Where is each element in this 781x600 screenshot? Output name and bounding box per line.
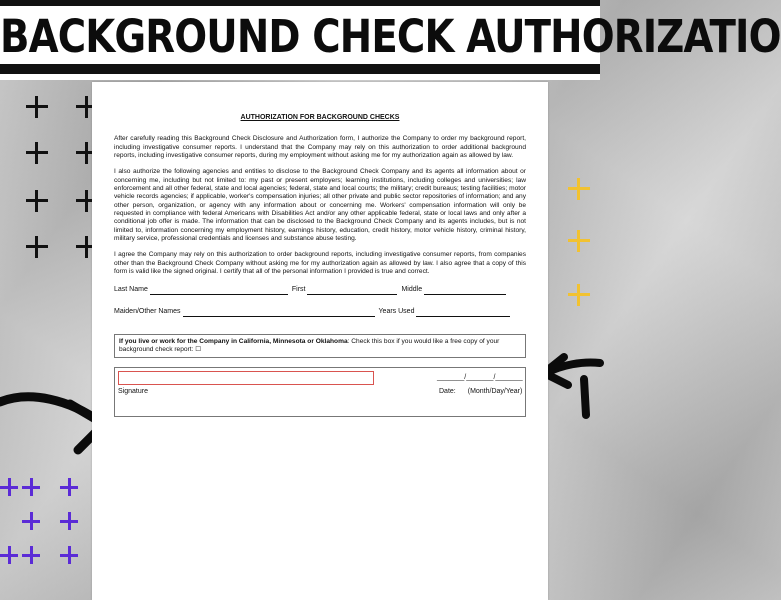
banner-bottom-rule — [0, 64, 600, 74]
plus-icon — [568, 284, 590, 306]
banner-top-rule — [0, 0, 600, 6]
plus-icon — [26, 236, 48, 258]
name-row — [114, 285, 526, 295]
page-title: BACKGROUND CHECK AUTHORIZATIO — [0, 10, 781, 63]
signature-section — [114, 367, 526, 417]
middle-name-field[interactable] — [424, 286, 506, 295]
plus-icon — [22, 512, 40, 530]
form-body — [114, 114, 526, 417]
plus-icon — [0, 478, 18, 496]
plus-icon — [60, 512, 78, 530]
first-name-field[interactable] — [307, 286, 397, 295]
date-label-text: Date: — [439, 388, 456, 396]
date-field[interactable]: _______/_______/_______ — [437, 374, 523, 382]
notice-text: : Check this box if you would like a free copy of your background check report: ☐ — [119, 337, 500, 353]
free-copy-notice[interactable] — [114, 334, 526, 359]
last-name-label: Last Name — [114, 286, 148, 294]
middle-name-label: Middle — [401, 286, 423, 294]
plus-icon — [568, 230, 590, 252]
curved-arrow-icon — [540, 355, 600, 425]
notice-bold-text: If you live or work for the Company in California, Minnesota or Oklahoma — [119, 337, 348, 345]
maiden-names-field[interactable] — [183, 308, 375, 317]
paragraph: I also authorize the following agencies and entities to disclose to the Background Check Company and its agents all information about or concerning me, including but not limited to: my past or present employers; learning institutions, including colleges and universities; law enforcement and all other federal, state and local agencies; federal, state and local courts; the military; credit bureaus; testing facilities; motor vehicle records agencies; if applicable, worker's compensation injuries; all other private and public sector repositories of information; and any other person, organization, or agency with any information about or concerning me. Workers' compensation information will only be requested in compliance with federal Americans with Disabilities Act and/or any other applicable federal, state or local laws and only after a conditional job offer is made. The information that can be disclosed to the Background Check Company and its agents includes, but is not limited to, information concerning my employment history, earnings history, education, credit history, motor vehicle history, criminal history, military service, professional credentials and licenses and substance abuse testing. — [114, 168, 526, 242]
signature-field[interactable] — [118, 371, 374, 385]
signature-label: Signature — [118, 388, 148, 396]
plus-icon — [568, 178, 590, 200]
form-heading: AUTHORIZATION FOR BACKGROUND CHECKS — [240, 114, 400, 121]
plus-icon — [26, 96, 48, 118]
maiden-row — [114, 307, 526, 317]
last-name-field[interactable] — [150, 286, 288, 295]
date-label — [439, 388, 522, 396]
maiden-names-label: Maiden/Other Names — [114, 308, 181, 316]
paragraph: After carefully reading this Background Check Disclosure and Authorization form, I authorize the Company to order my background report, including investigative consumer reports. I understand that the Company may rely on this authorization to order additional background reports, including investigative consumer reports, during my employment without asking me for my authorization again as allowed by law. — [114, 135, 526, 159]
plus-icon — [26, 142, 48, 164]
plus-icon — [22, 546, 40, 564]
authorization-form — [92, 82, 548, 600]
plus-icon — [26, 190, 48, 212]
paragraph: I agree the Company may rely on this authorization to order background reports, including investigative consumer reports, from companies other than the Background Check Company without asking me for my authorization again as allowed by law. I also agree that a copy of this form is valid like the signed original. I certify that all of the personal information I provided is true and correct. — [114, 251, 526, 276]
plus-icon — [60, 478, 78, 496]
date-format-hint: (Month/Day/Year) — [467, 388, 523, 396]
first-name-label: First — [291, 286, 306, 294]
plus-icon — [0, 546, 18, 564]
plus-icon — [22, 478, 40, 496]
title-banner — [0, 0, 781, 80]
years-used-field[interactable] — [416, 308, 510, 317]
plus-icon — [60, 546, 78, 564]
years-used-label: Years Used — [378, 308, 415, 316]
